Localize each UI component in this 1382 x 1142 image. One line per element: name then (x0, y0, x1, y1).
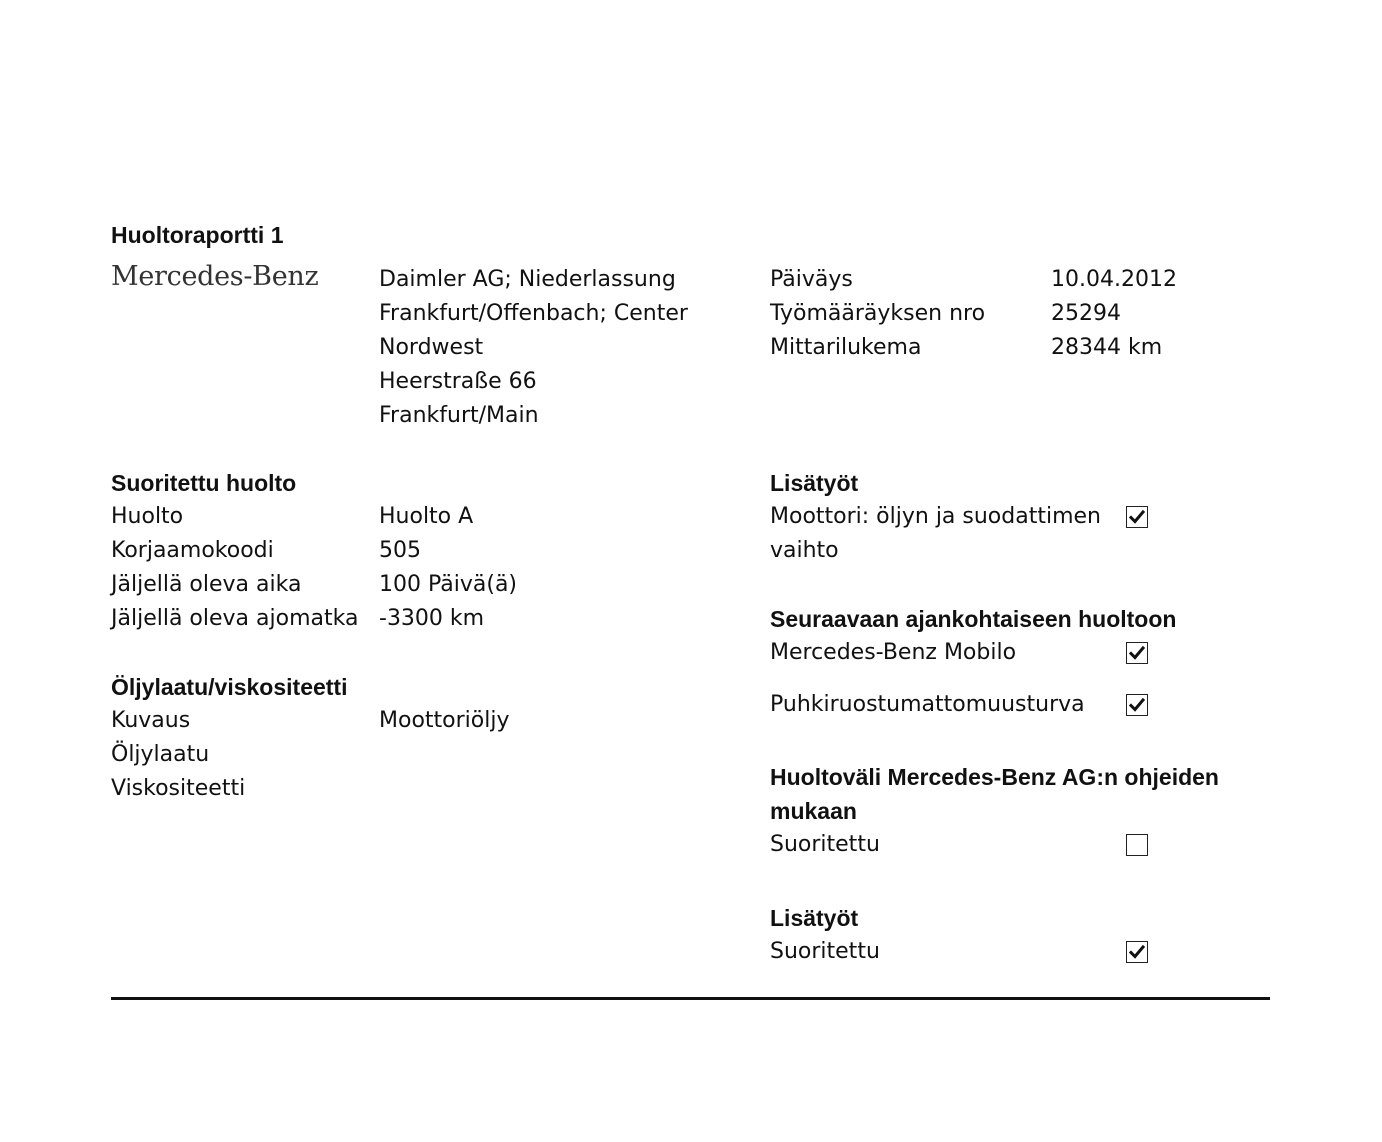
service-section (111, 466, 517, 636)
odometer-row (770, 331, 1177, 365)
oil-heading: Öljylaatu/viskositeetti (111, 674, 348, 700)
date-label: Päiväys (770, 267, 853, 292)
service-row (111, 568, 517, 602)
oil-row-label: Öljylaatu (111, 742, 210, 767)
service-row-value: -3300 km (379, 606, 485, 631)
next-service-section (770, 602, 1270, 722)
extra-work-label: Moottori: öljyn ja suodattimen vaihto (770, 504, 1101, 563)
service-row-label: Korjaamokoodi (111, 538, 274, 563)
interval-heading: Huoltoväli Mercedes-Benz AG:n ohjeiden mukaan (770, 764, 1219, 824)
dealer-line: Frankfurt/Offenbach; Center (379, 301, 688, 326)
oil-row-label: Kuvaus (111, 708, 191, 733)
report-meta (770, 263, 1177, 365)
service-heading: Suoritettu huolto (111, 470, 297, 496)
report-title: Huoltoraportti 1 (111, 222, 284, 248)
service-row (111, 500, 517, 534)
dealer-line: Frankfurt/Main (379, 403, 539, 428)
extra-work-2-section (770, 901, 1270, 969)
dealer-line: Nordwest (379, 335, 484, 360)
extra-work-section (770, 466, 1270, 568)
date-row (770, 263, 1177, 297)
order-row (770, 297, 1177, 331)
service-row-value: 100 Päivä(ä) (379, 572, 518, 597)
extra-work-2-checkbox[interactable] (1126, 941, 1148, 963)
order-value: 25294 (1051, 301, 1121, 326)
service-row-value: Huolto A (379, 504, 474, 529)
mercedes-benz-wordmark: Mercedes-Benz (111, 261, 319, 292)
service-row-value: 505 (379, 538, 421, 563)
service-row (111, 602, 517, 636)
next-service-label: Mercedes-Benz Mobilo (770, 640, 1017, 665)
service-row (111, 534, 517, 568)
interval-row (770, 828, 1270, 862)
interval-section (770, 760, 1270, 862)
bottom-rule (111, 997, 1270, 1000)
next-service-heading: Seuraavaan ajankohtaiseen huoltoon (770, 606, 1177, 632)
service-row-label: Jäljellä oleva aika (111, 572, 302, 597)
extra-work-heading: Lisätyöt (770, 470, 859, 496)
order-label: Työmääräyksen nro (770, 301, 986, 326)
odometer-label: Mittarilukema (770, 335, 922, 360)
extra-work-2-row (770, 935, 1270, 969)
interval-label: Suoritettu (770, 832, 880, 857)
next-service-row (770, 636, 1270, 670)
mobilo-checkbox[interactable] (1126, 642, 1148, 664)
oil-row-value: Moottoriöljy (379, 708, 510, 733)
service-row-label: Huolto (111, 504, 184, 529)
oil-row (111, 738, 509, 772)
dealer-line: Heerstraße 66 (379, 369, 537, 394)
rust-guarantee-checkbox[interactable] (1126, 694, 1148, 716)
oil-row (111, 772, 509, 806)
date-value: 10.04.2012 (1051, 267, 1177, 292)
next-service-label: Puhkiruostumattomuusturva (770, 692, 1085, 717)
checkmark-icon (1128, 943, 1146, 961)
extra-work-checkbox[interactable] (1126, 506, 1148, 528)
extra-work-row (770, 500, 1270, 568)
checkmark-icon (1128, 644, 1146, 662)
extra-work-2-heading: Lisätyöt (770, 905, 859, 931)
dealer-line: Daimler AG; Niederlassung (379, 267, 676, 292)
oil-row-label: Viskositeetti (111, 776, 246, 801)
oil-section (111, 670, 509, 806)
oil-row (111, 704, 509, 738)
extra-work-2-label: Suoritettu (770, 939, 880, 964)
service-row-label: Jäljellä oleva ajomatka (111, 606, 359, 631)
checkmark-icon (1128, 696, 1146, 714)
checkmark-icon (1128, 508, 1146, 526)
interval-checkbox[interactable] (1126, 834, 1148, 856)
dealer-address (379, 263, 719, 433)
next-service-row (770, 688, 1270, 722)
odometer-value: 28344 km (1051, 335, 1163, 360)
